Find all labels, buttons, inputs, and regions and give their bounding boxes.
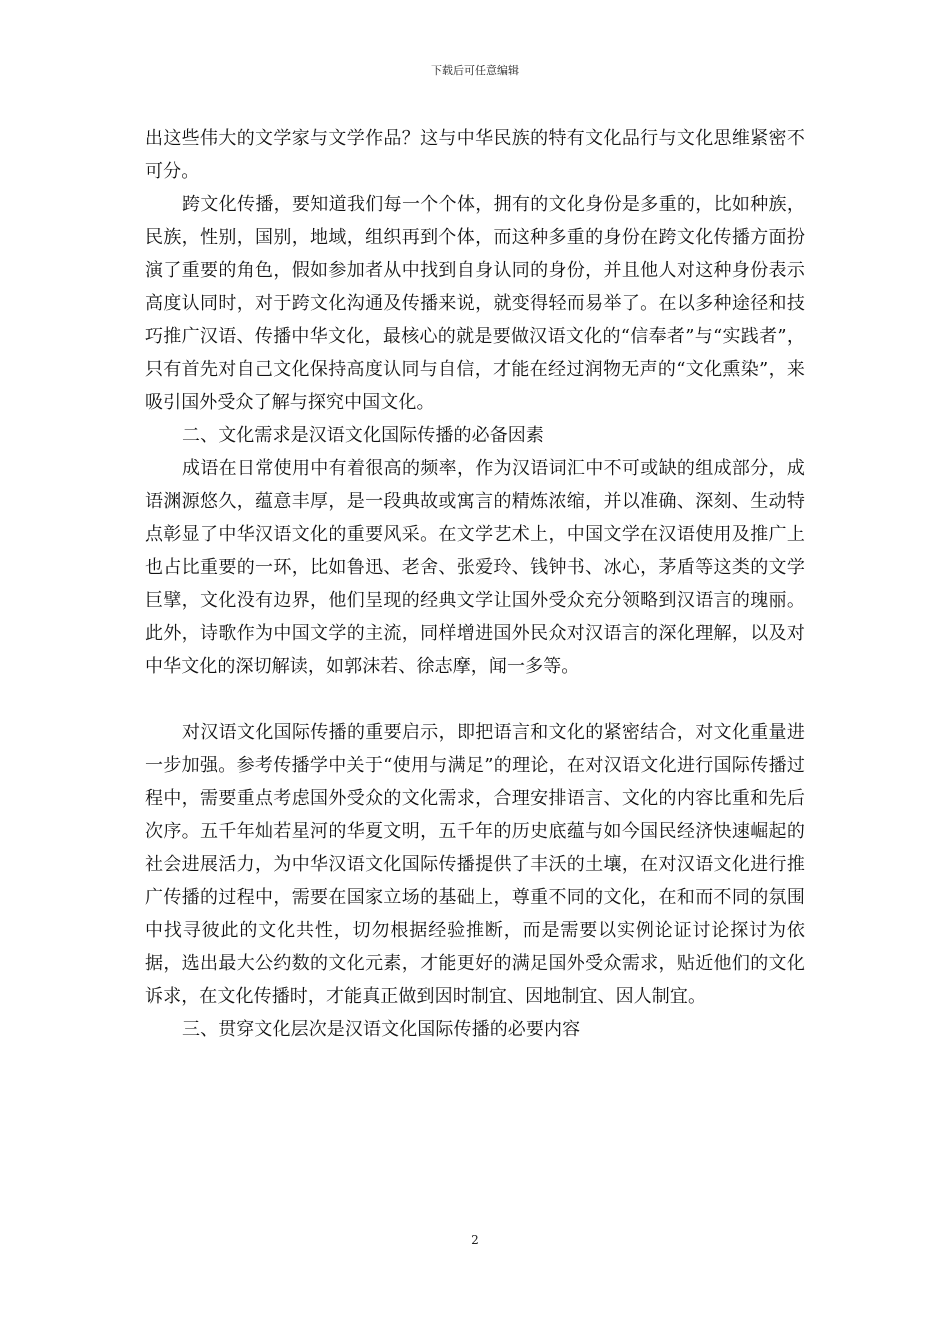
section-heading-2: 二、文化需求是汉语文化国际传播的必备因素 bbox=[182, 425, 544, 446]
page-footer bbox=[0, 1232, 950, 1248]
paragraph-continuation: 出这些伟大的文学家与文学作品？这与中华民族的特有文化品行与文化思维紧密不可分。 bbox=[145, 128, 805, 182]
section-heading-3: 三、贯穿文化层次是汉语文化国际传播的必要内容 bbox=[182, 1019, 581, 1040]
page-number: 2 bbox=[471, 1233, 479, 1247]
paragraph-cross-cultural: 跨文化传播，要知道我们每一个个体，拥有的文化身份是多重的，比如种族，民族，性别，国别，地域，组织再到个体，而这种多重的身份在跨文化传播方面扮演了重要的角色，假如参加者从中找到自身认同的身份，并且他人对这种身份表示高度认同时，对于跨文化沟通及传播来说，就变得轻而易举了。在以多种途径和技巧推广汉语、传播中华文化，最核心的就是要做汉语文化的“信奉者”与“实践者”，只有首先对自己文化保持高度认同与自信，才能在经过润物无声的“文化熏染”，来吸引国外受众了解与探究中国文化。 bbox=[145, 194, 805, 413]
paragraph-idioms: 成语在日常使用中有着很高的频率，作为汉语词汇中不可或缺的组成部分，成语渊源悠久，蕴意丰厚，是一段典故或寓言的精炼浓缩，并以准确、深刻、生动特点彰显了中华汉语文化的重要风采。在文学艺术上，中国文学在汉语使用及推广上也占比重要的一环，比如鲁迅、老舍、张爱玲、钱钟书、冰心，茅盾等这类的文学巨擘，文化没有边界，他们呈现的经典文学让国外受众充分领略到汉语言的瑰丽。此外，诗歌作为中国文学的主流，同样增进国外民众对汉语言的深化理解，以及对中华文化的深切解读，如郭沫若、徐志摩，闻一多等。 bbox=[145, 458, 805, 677]
header-text: 下载后可任意编辑 bbox=[431, 64, 519, 77]
paragraph-enlightenment: 对汉语文化国际传播的重要启示，即把语言和文化的紧密结合，对文化重量进一步加强。参考传播学中关于“使用与满足”的理论，在对汉语文化进行国际传播过程中，需要重点考虑国外受众的文化需求，合理安排语言、文化的内容比重和先后次序。五千年灿若星河的华夏文明，五千年的历史底蕴与如今国民经济快速崛起的社会进展活力，为中华汉语文化国际传播提供了丰沃的土壤，在对汉语文化进行推广传播的过程中，需要在国家立场的基础上，尊重不同的文化，在和而不同的氛围中找寻彼此的文化共性，切勿根据经验推断，而是需要以实例论证讨论探讨为依据，选出最大公约数的文化元素，才能更好的满足国外受众需求，贴近他们的文化诉求，在文化传播时，才能真正做到因时制宜、因地制宜、因人制宜。 bbox=[145, 722, 805, 1007]
page-header bbox=[0, 64, 950, 78]
paragraph-spacer bbox=[145, 683, 805, 716]
document-body bbox=[145, 122, 805, 1046]
